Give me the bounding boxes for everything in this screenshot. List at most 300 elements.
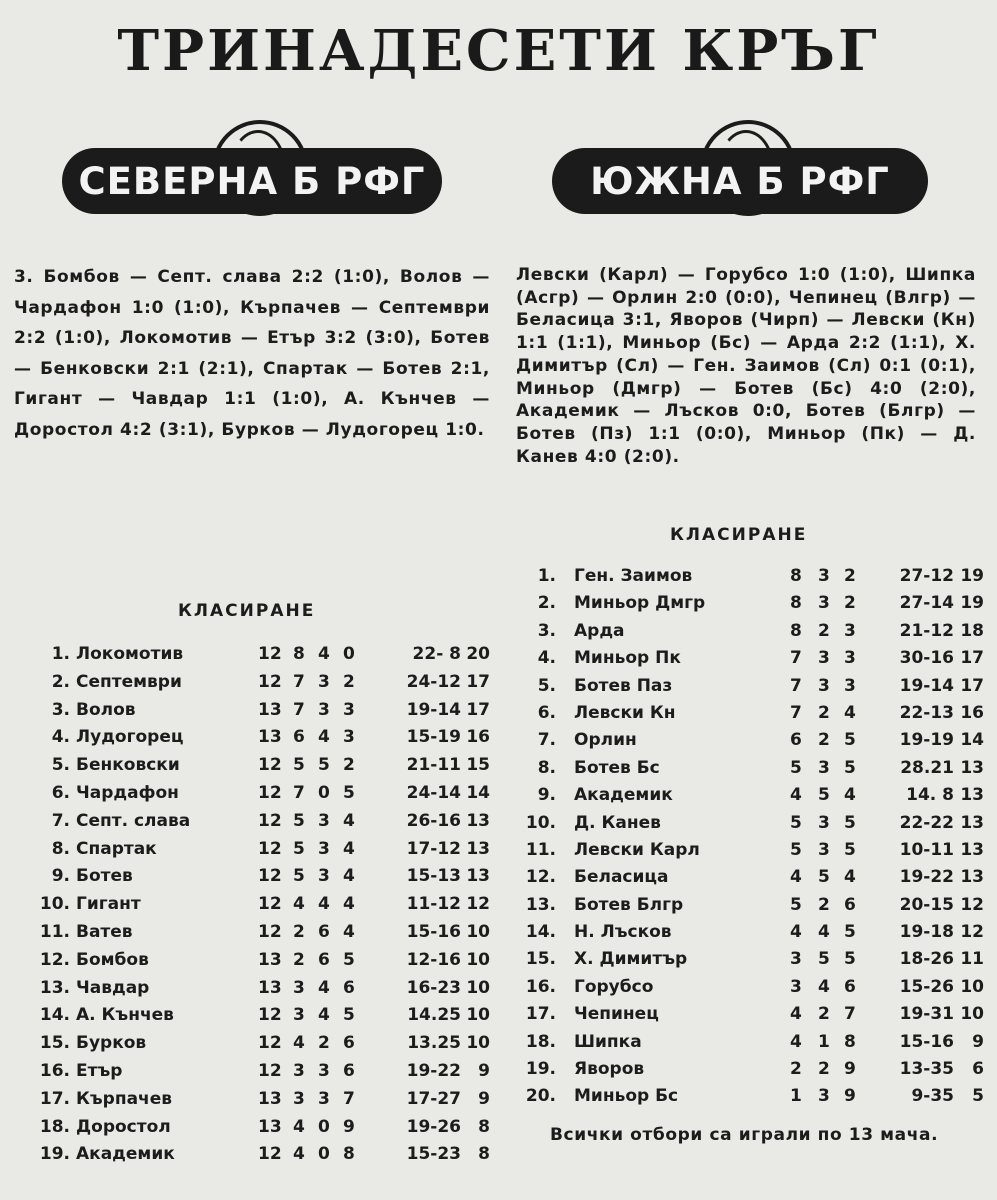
cell-d: 4 xyxy=(844,867,856,888)
cell-d: 3 xyxy=(318,1088,330,1109)
cell-g: 5 xyxy=(790,757,802,778)
cell-l: 4 xyxy=(343,838,355,859)
cell-w: 3 xyxy=(818,1086,830,1107)
cell-d: 6 xyxy=(318,949,330,970)
cell-goals: 19-19 xyxy=(899,730,954,751)
cell-w: 8 xyxy=(293,644,305,664)
cell-goals: 12-16 xyxy=(406,949,461,970)
cell-rank: 4. xyxy=(537,648,556,669)
cell-d: 5 xyxy=(844,922,856,943)
cell-g: 13 xyxy=(258,1088,282,1109)
cell-goals: 15-13 xyxy=(406,866,461,887)
cell-team: Яворов xyxy=(574,1059,645,1080)
page-title: ТРИНАДЕСЕТИ КРЪГ xyxy=(117,18,880,84)
cell-d: 3 xyxy=(318,1060,330,1081)
cell-goals: 13-35 xyxy=(899,1059,954,1080)
cell-team: Ботев xyxy=(76,866,133,887)
south-standings-heading: КЛАСИРАНЕ xyxy=(670,525,808,545)
cell-g: 13 xyxy=(258,1116,282,1137)
cell-team: А. Кънчев xyxy=(76,1005,174,1026)
cell-team: Миньор Пк xyxy=(574,648,681,669)
cell-g: 13 xyxy=(258,977,282,998)
cell-team: Доростол xyxy=(76,1116,171,1137)
cell-g: 13 xyxy=(258,727,282,748)
cell-pts: 9 xyxy=(478,1088,490,1109)
cell-d: 3 xyxy=(318,671,330,692)
cell-w: 4 xyxy=(293,1144,305,1165)
cell-g: 5 xyxy=(790,839,802,860)
cell-pts: 9 xyxy=(972,1031,984,1052)
cell-pts: 13 xyxy=(466,866,490,887)
cell-goals: 18-26 xyxy=(899,949,954,970)
cell-rank: 19. xyxy=(39,1144,70,1165)
cell-goals: 19-14 xyxy=(899,675,954,696)
cell-team: Чавдар xyxy=(76,977,150,998)
cell-d: 5 xyxy=(844,812,856,833)
cell-d: 3 xyxy=(844,648,856,669)
cell-g: 12 xyxy=(258,838,282,859)
cell-g: 3 xyxy=(790,949,802,970)
cell-goals: 20-15 xyxy=(899,894,954,915)
cell-g: 12 xyxy=(258,921,282,942)
cell-rank: 20. xyxy=(525,1086,556,1107)
cell-pts: 20 xyxy=(466,644,490,664)
cell-goals: 16-23 xyxy=(406,977,461,998)
cell-d: 3 xyxy=(318,810,330,831)
cell-w: 5 xyxy=(293,866,305,887)
cell-d: 5 xyxy=(844,949,856,970)
cell-pts: 12 xyxy=(960,922,984,943)
cell-rank: 12. xyxy=(39,949,70,970)
cell-d: 2 xyxy=(844,566,856,586)
cell-w: 5 xyxy=(818,867,830,888)
cell-d: 4 xyxy=(318,1005,330,1026)
cell-goals: 15-26 xyxy=(899,976,954,997)
cell-g: 7 xyxy=(790,702,802,723)
cell-g: 7 xyxy=(790,648,802,669)
cell-pts: 13 xyxy=(960,785,984,806)
cell-rank: 10. xyxy=(39,894,70,915)
cell-l: 2 xyxy=(343,755,355,776)
cell-w: 3 xyxy=(293,1088,305,1109)
cell-team: Гигант xyxy=(76,894,141,915)
cell-l: 6 xyxy=(343,1033,355,1054)
cell-g: 5 xyxy=(790,894,802,915)
cell-rank: 11. xyxy=(525,839,556,860)
cell-pts: 16 xyxy=(960,702,984,723)
cell-rank: 16. xyxy=(525,976,556,997)
cell-d: 3 xyxy=(318,866,330,887)
cell-g: 12 xyxy=(258,1144,282,1165)
cell-goals: 10-11 xyxy=(899,839,954,860)
cell-team: Ботев Блгр xyxy=(574,894,684,915)
cell-pts: 17 xyxy=(960,675,984,696)
cell-pts: 10 xyxy=(960,976,984,997)
cell-w: 4 xyxy=(293,1116,305,1137)
cell-g: 2 xyxy=(790,1059,802,1080)
cell-pts: 10 xyxy=(466,977,490,998)
cell-team: Х. Димитър xyxy=(574,949,688,970)
cell-rank: 12. xyxy=(525,867,556,888)
cell-pts: 14 xyxy=(466,782,490,803)
south-league-banner: ЮЖНА Б РФГ xyxy=(552,148,928,214)
cell-rank: 10. xyxy=(525,812,556,833)
cell-g: 7 xyxy=(790,675,802,696)
cell-pts: 17 xyxy=(960,648,984,669)
cell-w: 2 xyxy=(293,949,305,970)
cell-pts: 8 xyxy=(478,1144,490,1165)
cell-rank: 1. xyxy=(51,644,70,664)
cell-goals: 21-11 xyxy=(406,755,461,776)
cell-team: Септ. слава xyxy=(76,810,191,831)
cell-w: 2 xyxy=(818,1059,830,1080)
cell-team: Академик xyxy=(574,785,673,806)
cell-goals: 19-14 xyxy=(406,699,461,720)
cell-rank: 1. xyxy=(537,566,556,586)
cell-rank: 17. xyxy=(525,1004,556,1025)
cell-l: 5 xyxy=(343,949,355,970)
cell-g: 5 xyxy=(790,812,802,833)
cell-goals: 14. 8 xyxy=(906,785,954,806)
cell-pts: 12 xyxy=(466,894,490,915)
cell-d: 0 xyxy=(318,782,330,803)
cell-rank: 8. xyxy=(537,757,556,778)
cell-team: Чепинец xyxy=(574,1004,659,1025)
cell-team: Кърпачев xyxy=(76,1088,173,1109)
cell-pts: 12 xyxy=(960,894,984,915)
cell-goals: 15-16 xyxy=(899,1031,954,1052)
cell-goals: 14.25 xyxy=(407,1005,461,1026)
cell-goals: 19-22 xyxy=(899,867,954,888)
cell-d: 9 xyxy=(844,1059,856,1080)
cell-goals: 17-12 xyxy=(406,838,461,859)
cell-goals: 24-12 xyxy=(406,671,461,692)
cell-l: 4 xyxy=(343,921,355,942)
cell-w: 3 xyxy=(818,648,830,669)
cell-d: 8 xyxy=(844,1031,856,1052)
cell-g: 8 xyxy=(790,620,802,641)
cell-g: 8 xyxy=(790,593,802,614)
cell-l: 2 xyxy=(343,671,355,692)
cell-rank: 19. xyxy=(525,1059,556,1080)
cell-l: 4 xyxy=(343,810,355,831)
cell-pts: 17 xyxy=(466,699,490,720)
cell-g: 12 xyxy=(258,1005,282,1026)
cell-l: 3 xyxy=(343,727,355,748)
cell-d: 6 xyxy=(318,921,330,942)
cell-team: Миньор Бс xyxy=(574,1086,679,1107)
cell-pts: 13 xyxy=(960,812,984,833)
cell-goals: 19-31 xyxy=(899,1004,954,1025)
cell-goals: 26-16 xyxy=(406,810,461,831)
cell-g: 4 xyxy=(790,867,802,888)
cell-rank: 5. xyxy=(51,755,70,776)
cell-d: 5 xyxy=(844,757,856,778)
cell-d: 4 xyxy=(318,727,330,748)
cell-l: 5 xyxy=(343,782,355,803)
cell-pts: 13 xyxy=(960,839,984,860)
north-standings-heading: КЛАСИРАНЕ xyxy=(178,601,316,621)
cell-l: 3 xyxy=(343,699,355,720)
cell-goals: 19-22 xyxy=(406,1060,461,1081)
cell-rank: 4. xyxy=(51,727,70,748)
cell-l: 0 xyxy=(343,644,355,664)
cell-goals: 28.21 xyxy=(900,757,954,778)
footnote: Всички отбори са играли по 13 мача. xyxy=(550,1125,939,1145)
cell-pts: 10 xyxy=(960,1004,984,1025)
cell-pts: 17 xyxy=(466,671,490,692)
cell-rank: 17. xyxy=(39,1088,70,1109)
cell-rank: 3. xyxy=(51,699,70,720)
cell-pts: 13 xyxy=(960,867,984,888)
cell-w: 3 xyxy=(293,1060,305,1081)
cell-goals: 13.25 xyxy=(407,1033,461,1054)
cell-l: 4 xyxy=(343,894,355,915)
cell-d: 9 xyxy=(844,1086,856,1107)
cell-g: 12 xyxy=(258,671,282,692)
cell-g: 13 xyxy=(258,699,282,720)
cell-d: 6 xyxy=(844,894,856,915)
cell-d: 3 xyxy=(844,620,856,641)
cell-w: 3 xyxy=(818,593,830,614)
cell-rank: 7. xyxy=(51,810,70,831)
cell-w: 4 xyxy=(293,1033,305,1054)
cell-g: 12 xyxy=(258,755,282,776)
cell-team: Шипка xyxy=(574,1031,642,1052)
cell-w: 4 xyxy=(293,894,305,915)
cell-l: 6 xyxy=(343,977,355,998)
cell-l: 6 xyxy=(343,1060,355,1081)
cell-rank: 18. xyxy=(525,1031,556,1052)
cell-d: 6 xyxy=(844,976,856,997)
cell-d: 4 xyxy=(318,644,330,664)
cell-g: 12 xyxy=(258,894,282,915)
cell-goals: 19-18 xyxy=(899,922,954,943)
cell-goals: 15-16 xyxy=(406,921,461,942)
cell-rank: 9. xyxy=(537,785,556,806)
cell-team: Лудогорец xyxy=(76,727,184,748)
cell-goals: 11-12 xyxy=(406,894,461,915)
cell-rank: 13. xyxy=(39,977,70,998)
cell-d: 5 xyxy=(318,755,330,776)
cell-team: Академик xyxy=(76,1144,175,1165)
cell-pts: 10 xyxy=(466,949,490,970)
cell-l: 8 xyxy=(343,1144,355,1165)
cell-w: 2 xyxy=(818,730,830,751)
south-results-text: Левски (Карл) — Горубсо 1:0 (1:0), Шипка (Асгр) — Орлин 2:0 (0:0), Чепинец (Влгр) — Беласица 3:1, Яворов (Чирп) — Левски (Кн) 1:1 (1:1), Миньор (Бс) — Арда 2:2 (1:1), Х. Димитър (Сл) — Ген. Заимов (Сл) 0:1 (0:1), Миньор (Дмгр) — Ботев (Бс) 4:0 (2:0), Академик — Лъсков 0:0, Ботев (Блгр) — Ботев (Пз) 1:1 (0:0), Миньор (Пк) — Д. Канев 4:0 (2:0). xyxy=(516,265,976,467)
cell-w: 7 xyxy=(293,699,305,720)
cell-team: Чардафон xyxy=(76,782,179,803)
cell-rank: 18. xyxy=(39,1116,70,1137)
cell-rank: 9. xyxy=(51,866,70,887)
cell-w: 5 xyxy=(293,838,305,859)
cell-goals: 30-16 xyxy=(899,648,954,669)
cell-l: 9 xyxy=(343,1116,355,1137)
cell-goals: 9-35 xyxy=(911,1086,954,1107)
cell-rank: 2. xyxy=(51,671,70,692)
cell-g: 12 xyxy=(258,1033,282,1054)
cell-team: Локомотив xyxy=(76,644,184,664)
cell-goals: 17-27 xyxy=(406,1088,461,1109)
cell-team: Миньор Дмгр xyxy=(574,593,706,614)
cell-goals: 24-14 xyxy=(406,782,461,803)
cell-d: 5 xyxy=(844,730,856,751)
cell-rank: 6. xyxy=(537,702,556,723)
cell-w: 3 xyxy=(818,812,830,833)
cell-pts: 8 xyxy=(478,1116,490,1137)
cell-team: Ген. Заимов xyxy=(574,566,693,586)
cell-team: Беласица xyxy=(574,867,669,888)
cell-rank: 13. xyxy=(525,894,556,915)
cell-team: Горубсо xyxy=(574,976,654,997)
cell-pts: 19 xyxy=(960,566,984,586)
cell-g: 13 xyxy=(258,949,282,970)
cell-g: 3 xyxy=(790,976,802,997)
cell-d: 5 xyxy=(844,839,856,860)
cell-w: 3 xyxy=(293,1005,305,1026)
cell-w: 2 xyxy=(818,894,830,915)
cell-team: Левски Карл xyxy=(574,839,700,860)
cell-rank: 2. xyxy=(537,593,556,614)
cell-rank: 15. xyxy=(525,949,556,970)
cell-goals: 21-12 xyxy=(899,620,954,641)
cell-d: 4 xyxy=(318,977,330,998)
cell-w: 3 xyxy=(818,566,830,586)
cell-w: 3 xyxy=(818,839,830,860)
cell-team: Спартак xyxy=(76,838,157,859)
cell-w: 2 xyxy=(818,1004,830,1025)
cell-team: Арда xyxy=(574,620,625,641)
cell-g: 12 xyxy=(258,1060,282,1081)
cell-pts: 11 xyxy=(960,949,984,970)
cell-rank: 8. xyxy=(51,838,70,859)
cell-team: Ботев Паз xyxy=(574,675,673,696)
cell-d: 0 xyxy=(318,1144,330,1165)
cell-pts: 16 xyxy=(466,727,490,748)
cell-team: Ботев Бс xyxy=(574,757,660,778)
cell-l: 5 xyxy=(343,1005,355,1026)
cell-d: 4 xyxy=(844,702,856,723)
cell-w: 2 xyxy=(818,702,830,723)
cell-pts: 14 xyxy=(960,730,984,751)
cell-w: 1 xyxy=(818,1031,830,1052)
cell-goals: 15-23 xyxy=(406,1144,461,1165)
cell-goals: 27-12 xyxy=(899,566,954,586)
cell-d: 2 xyxy=(318,1033,330,1054)
cell-d: 3 xyxy=(318,838,330,859)
cell-team: Волов xyxy=(76,699,136,720)
north-results-text: 3. Бомбов — Септ. слава 2:2 (1:0), Волов — Чардафон 1:0 (1:0), Кърпачев — Септември 2:2 (1:0), Локомотив — Етър 3:2 (3:0), Ботев — Бенковски 2:1 (2:1), Спартак — Ботев 2:1, Гигант — Чавдар 1:1 (1:0), А. Кънчев — Доростол 4:2 (3:1), Бурков — Лудогорец 1:0. xyxy=(14,267,490,440)
cell-team: Бурков xyxy=(76,1033,147,1054)
cell-g: 8 xyxy=(790,566,802,586)
cell-pts: 10 xyxy=(466,1005,490,1026)
cell-pts: 18 xyxy=(960,620,984,641)
north-league-banner: СЕВЕРНА Б РФГ xyxy=(62,148,442,214)
cell-d: 0 xyxy=(318,1116,330,1137)
cell-rank: 5. xyxy=(537,675,556,696)
cell-rank: 14. xyxy=(525,922,556,943)
cell-rank: 16. xyxy=(39,1060,70,1081)
cell-team: Орлин xyxy=(574,730,637,751)
cell-pts: 10 xyxy=(466,1033,490,1054)
cell-pts: 6 xyxy=(972,1059,984,1080)
cell-g: 6 xyxy=(790,730,802,751)
cell-rank: 6. xyxy=(51,782,70,803)
cell-w: 6 xyxy=(293,727,305,748)
cell-g: 4 xyxy=(790,1004,802,1025)
cell-rank: 14. xyxy=(39,1005,70,1026)
cell-rank: 3. xyxy=(537,620,556,641)
cell-d: 4 xyxy=(318,894,330,915)
cell-pts: 15 xyxy=(466,755,490,776)
cell-l: 7 xyxy=(343,1088,355,1109)
cell-l: 4 xyxy=(343,866,355,887)
cell-pts: 13 xyxy=(466,838,490,859)
cell-rank: 7. xyxy=(537,730,556,751)
cell-team: Ватев xyxy=(76,921,133,942)
cell-w: 3 xyxy=(818,675,830,696)
cell-g: 12 xyxy=(258,810,282,831)
cell-g: 4 xyxy=(790,922,802,943)
cell-w: 5 xyxy=(293,810,305,831)
cell-d: 3 xyxy=(318,699,330,720)
cell-w: 5 xyxy=(818,949,830,970)
cell-d: 2 xyxy=(844,593,856,614)
cell-w: 3 xyxy=(293,977,305,998)
cell-goals: 22- 8 xyxy=(412,644,461,664)
cell-pts: 10 xyxy=(466,921,490,942)
cell-g: 12 xyxy=(258,866,282,887)
cell-goals: 22-13 xyxy=(899,702,954,723)
cell-goals: 22-22 xyxy=(899,812,954,833)
cell-team: Н. Лъсков xyxy=(574,922,672,943)
cell-team: Левски Кн xyxy=(574,702,676,723)
cell-w: 2 xyxy=(818,620,830,641)
cell-team: Бенковски xyxy=(76,755,180,776)
cell-goals: 19-26 xyxy=(406,1116,461,1137)
cell-w: 7 xyxy=(293,671,305,692)
cell-team: Д. Канев xyxy=(574,812,661,833)
cell-g: 12 xyxy=(258,782,282,803)
cell-w: 2 xyxy=(293,921,305,942)
cell-rank: 11. xyxy=(39,921,70,942)
cell-d: 4 xyxy=(844,785,856,806)
cell-w: 7 xyxy=(293,782,305,803)
cell-g: 12 xyxy=(258,644,282,664)
cell-team: Бомбов xyxy=(76,949,149,970)
cell-w: 5 xyxy=(293,755,305,776)
cell-goals: 27-14 xyxy=(899,593,954,614)
cell-g: 4 xyxy=(790,785,802,806)
cell-rank: 15. xyxy=(39,1033,70,1054)
cell-pts: 9 xyxy=(478,1060,490,1081)
cell-pts: 19 xyxy=(960,593,984,614)
cell-pts: 13 xyxy=(466,810,490,831)
cell-team: Етър xyxy=(76,1060,123,1081)
cell-pts: 5 xyxy=(972,1086,984,1107)
cell-d: 7 xyxy=(844,1004,856,1025)
cell-d: 3 xyxy=(844,675,856,696)
cell-pts: 13 xyxy=(960,757,984,778)
cell-goals: 15-19 xyxy=(406,727,461,748)
cell-w: 4 xyxy=(818,922,830,943)
cell-g: 4 xyxy=(790,1031,802,1052)
cell-w: 4 xyxy=(818,976,830,997)
cell-w: 5 xyxy=(818,785,830,806)
cell-g: 1 xyxy=(790,1086,802,1107)
cell-team: Септември xyxy=(76,671,182,692)
cell-w: 3 xyxy=(818,757,830,778)
